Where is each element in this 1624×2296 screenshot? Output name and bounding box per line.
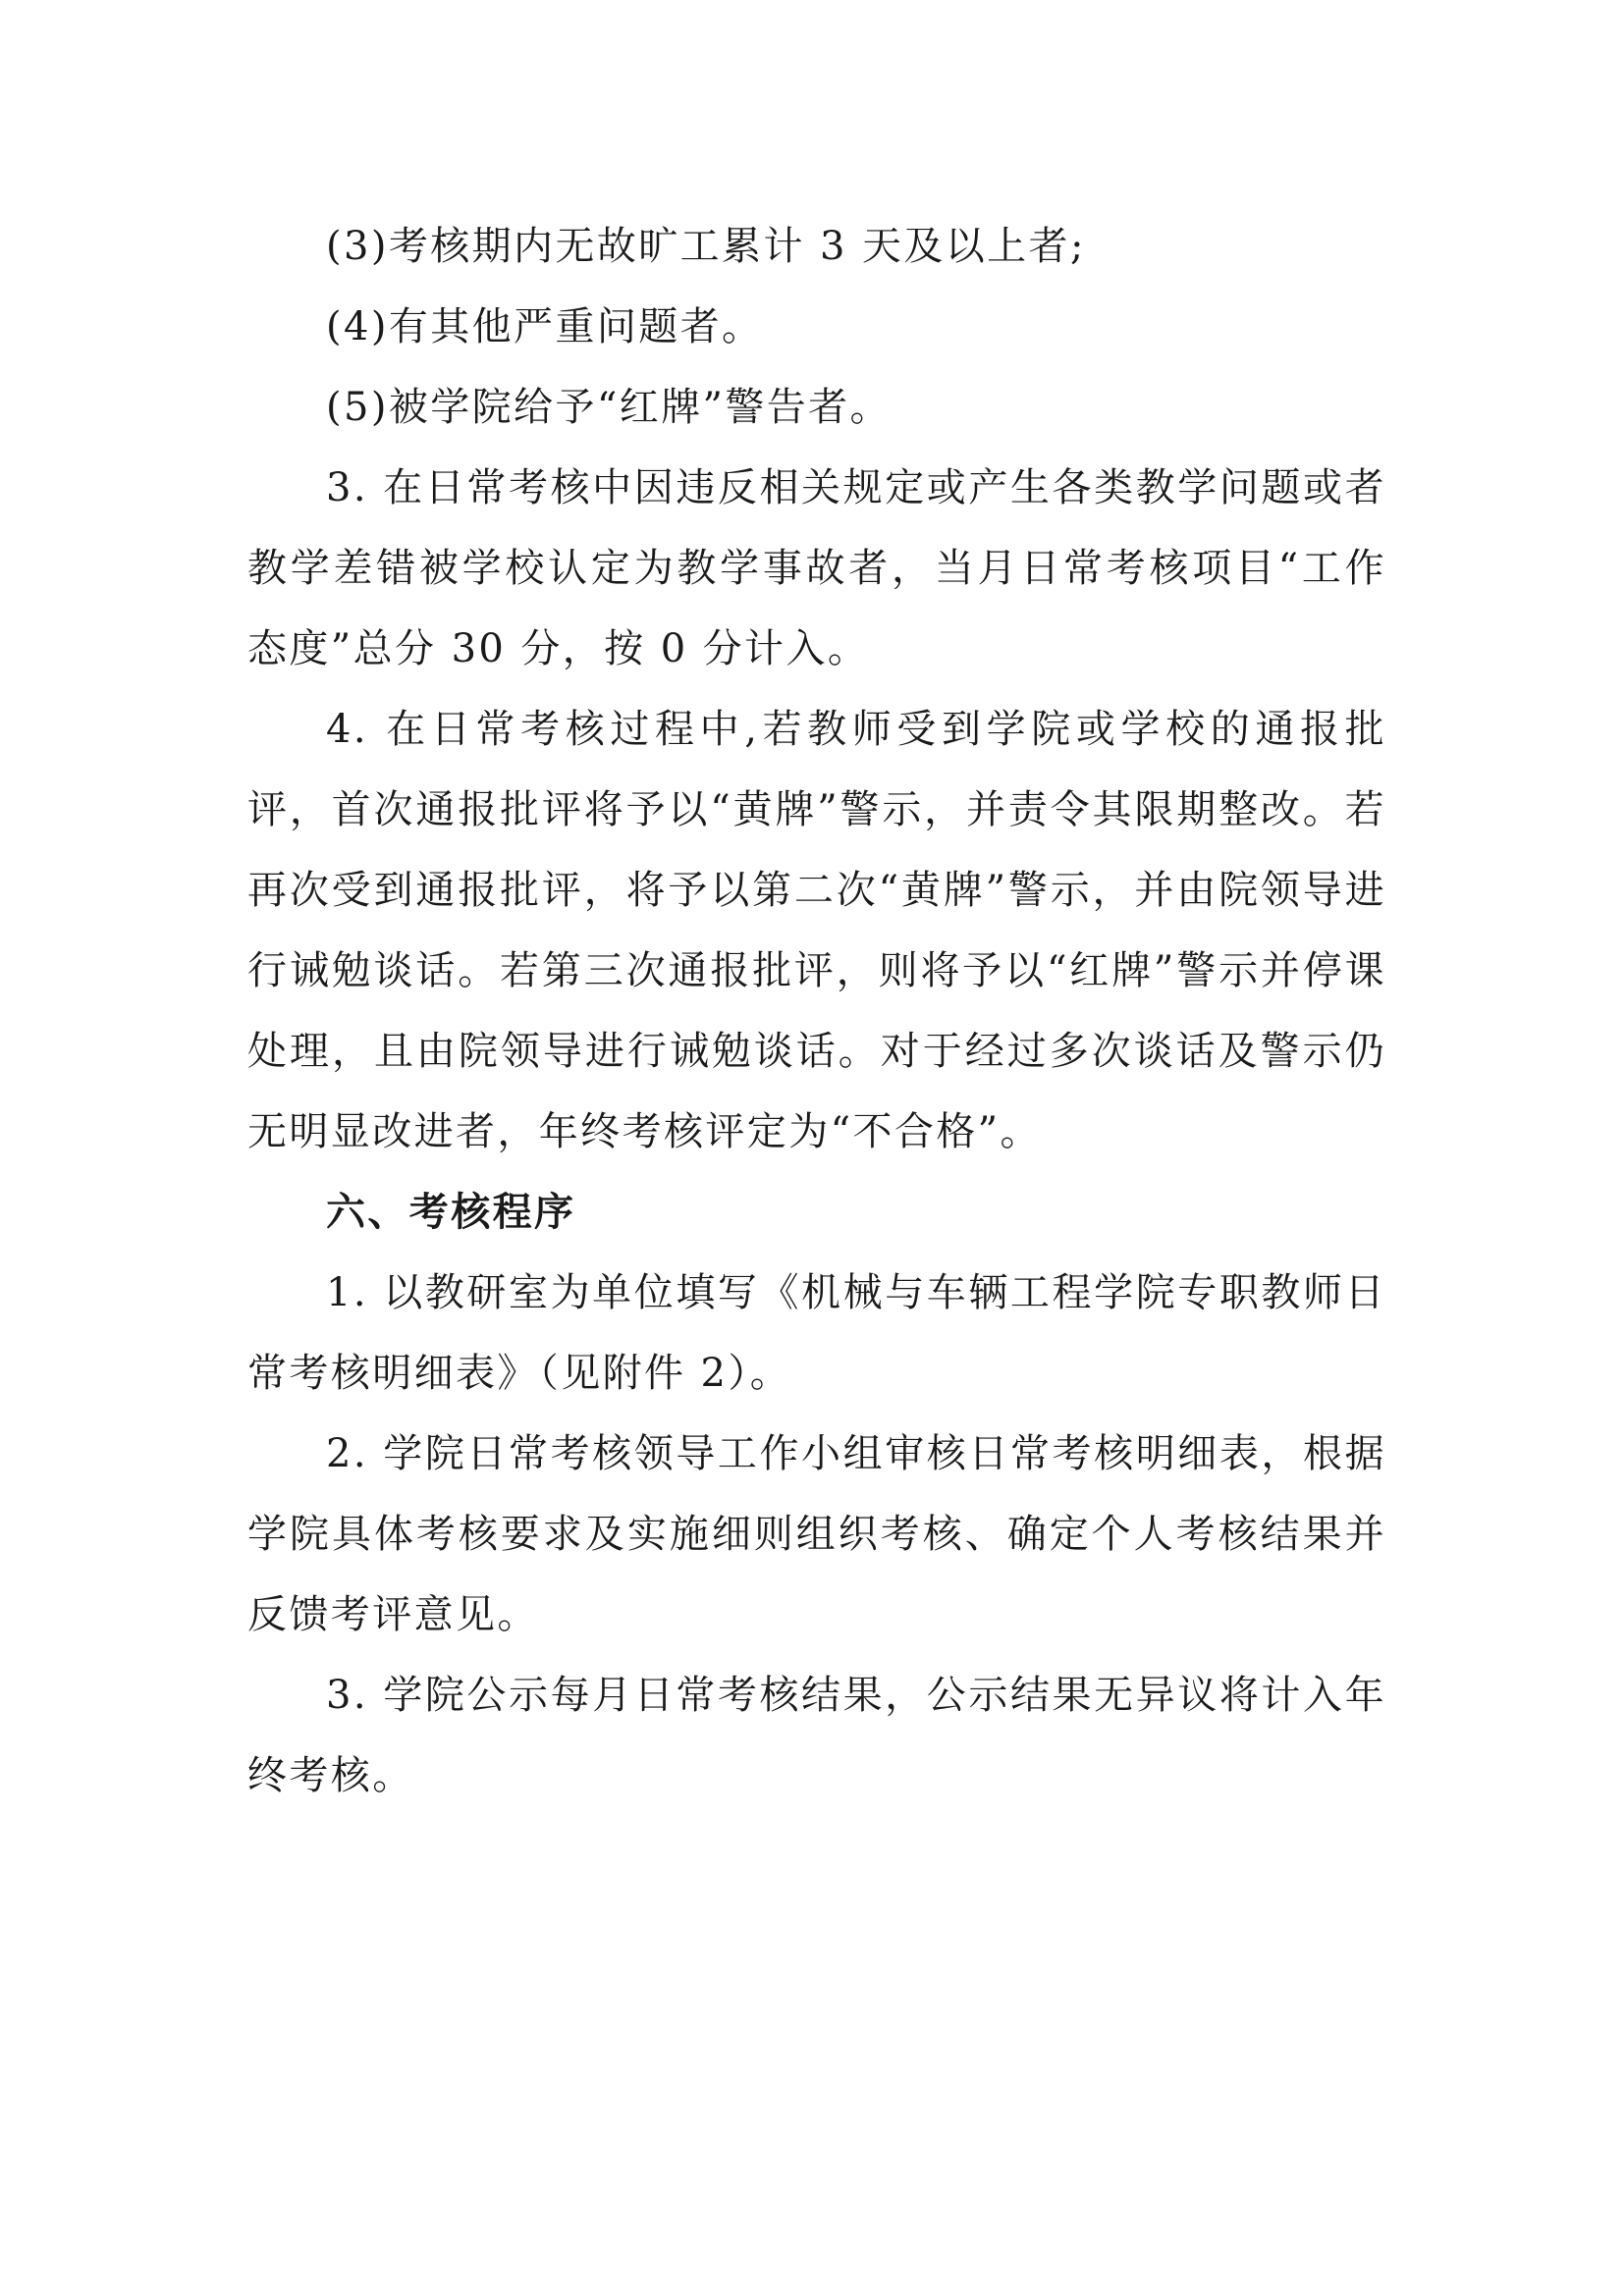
paragraph-item-5: (5)被学院给予“红牌”警告者。 (326, 385, 892, 430)
section-heading-procedure: 六、考核程序 (326, 1190, 576, 1235)
document-body (247, 206, 1386, 1816)
paragraph-rule-4: 4. 在日常考核过程中,若教师受到学院或学校的通报批评，首次通报批评将予以“黄牌”警示，并责令其限期整改。若再次受到通报批评，将予以第二次“黄牌”警示，并由院领导进行诫勉谈话。若第三次通报批评，则将予以“红牌”警示并停课处理，且由院领导进行诫勉谈话。对于经过多次谈话及警示仍无明显改进者，年终考核评定为“不合格”。 (247, 707, 1386, 1154)
paragraph-item-4: (4)有其他严重问题者。 (326, 304, 764, 349)
procedure-step-3: 3. 学院公示每月日常考核结果，公示结果无异议将计入年终考核。 (247, 1673, 1386, 1798)
procedure-step-1: 1. 以教研室为单位填写《机械与车辆工程学院专职教师日常考核明细表》（见附件 2）。 (247, 1270, 1386, 1396)
paragraph-item-3: (3)考核期内无故旷工累计 3 天及以上者; (326, 224, 1086, 269)
paragraph-rule-3: 3. 在日常考核中因违反相关规定或产生各类教学问题或者教学差错被学校认定为教学事故者，当月日常考核项目“工作态度”总分 30 分，按 0 分计入。 (247, 465, 1386, 671)
procedure-step-2: 2. 学院日常考核领导工作小组审核日常考核明细表，根据学院具体考核要求及实施细则组织考核、确定个人考核结果并反馈考评意见。 (247, 1431, 1386, 1637)
